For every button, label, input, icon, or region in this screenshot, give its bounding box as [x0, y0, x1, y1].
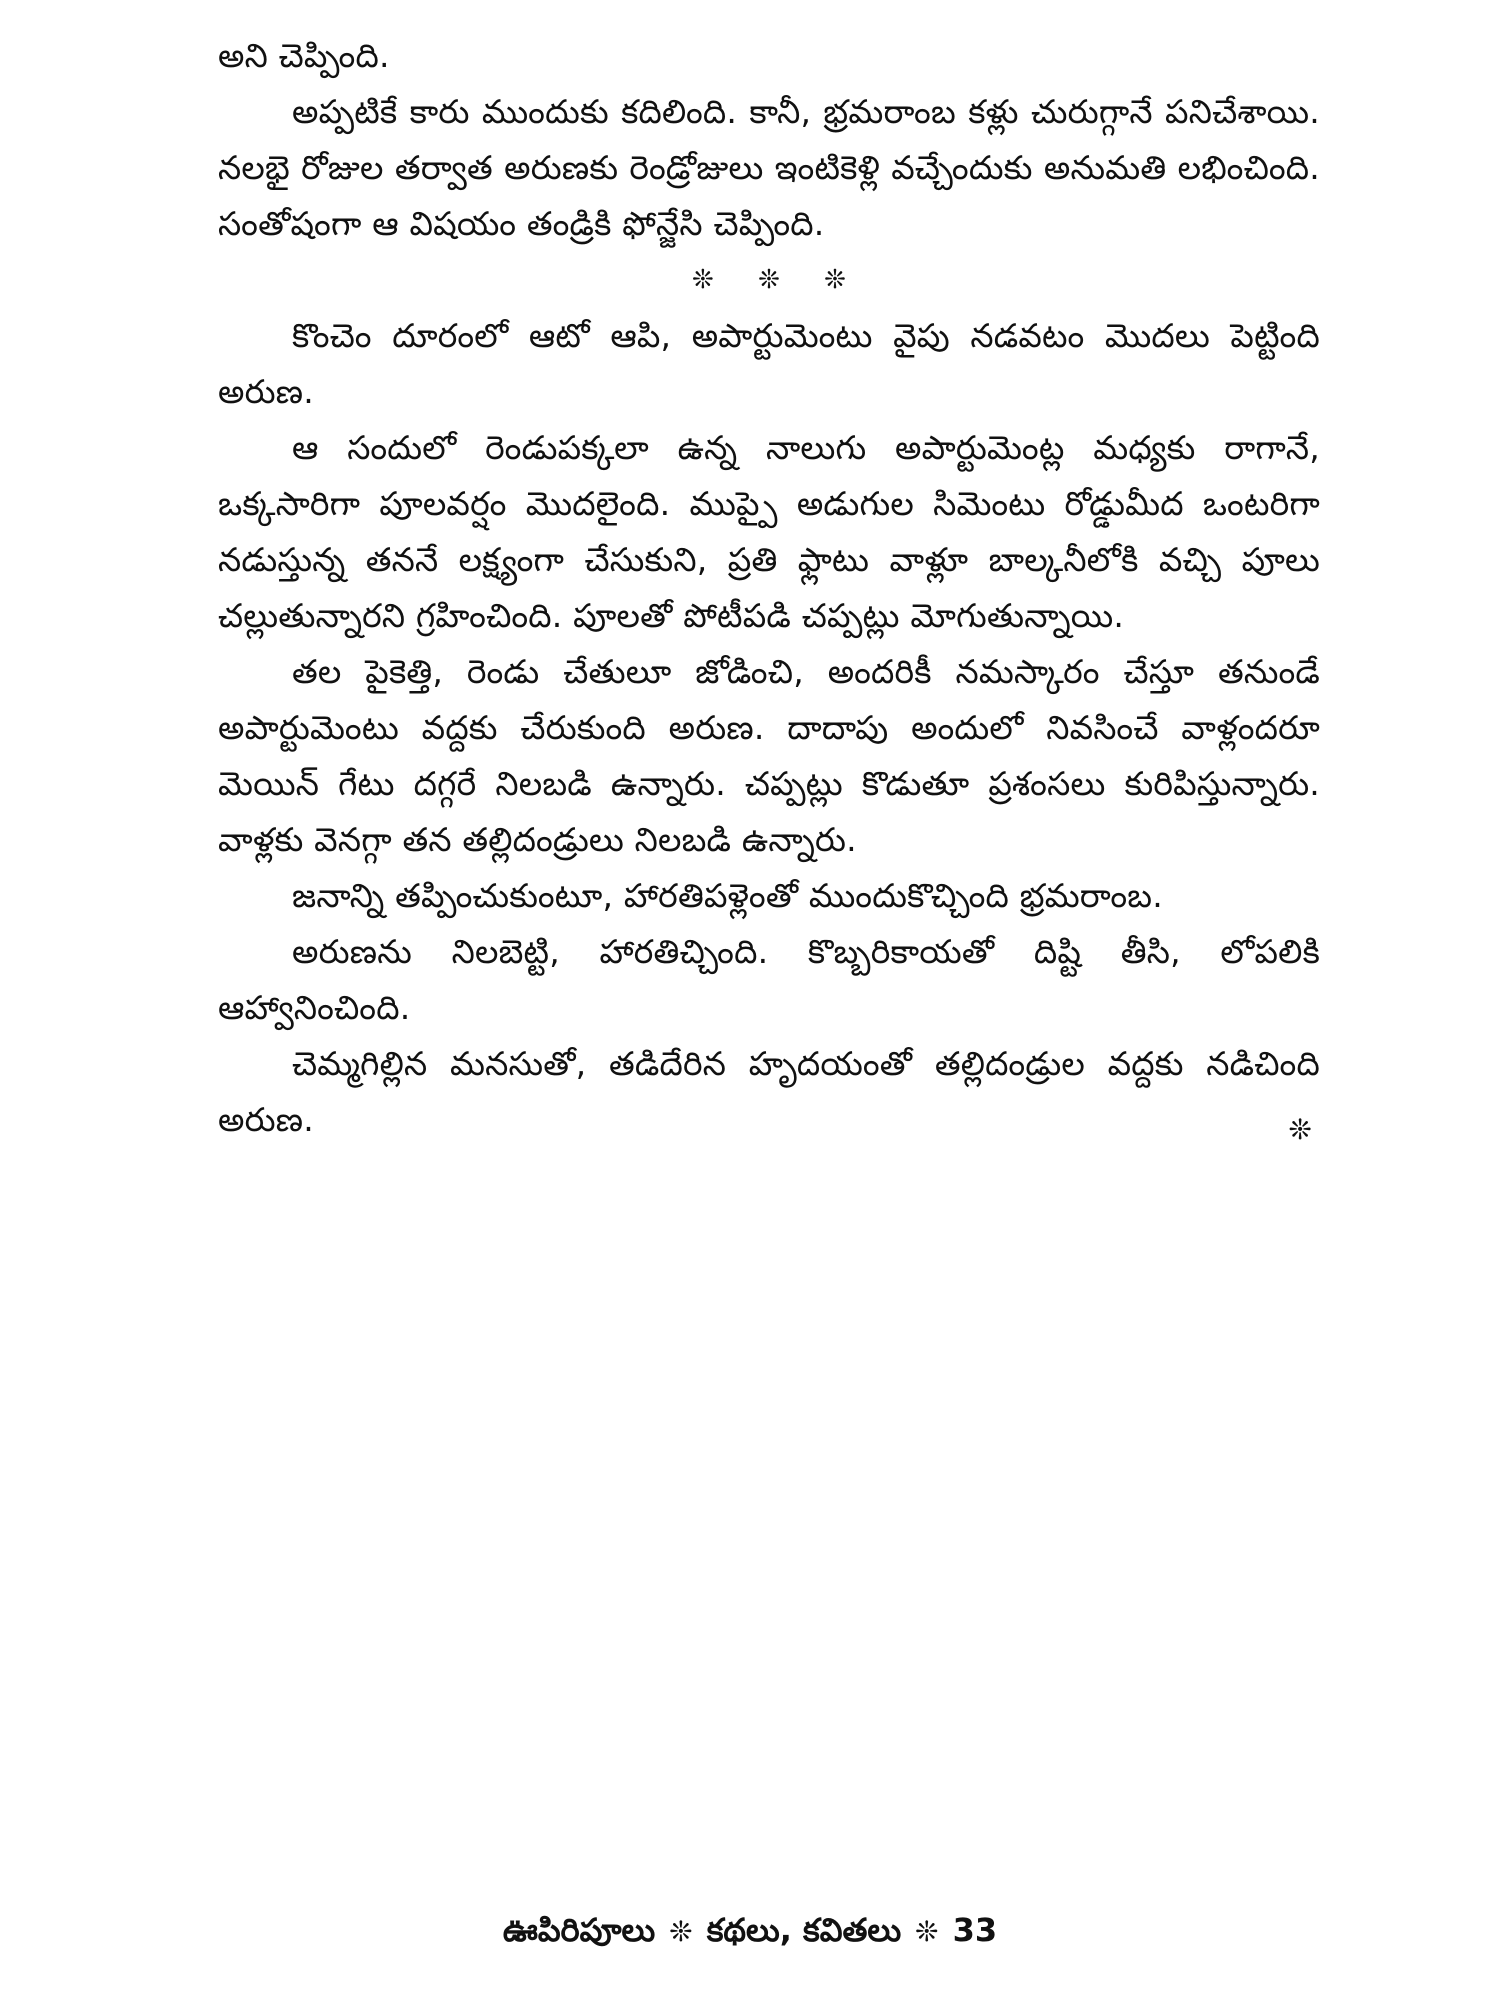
- page-footer: [0, 1910, 1500, 1952]
- paragraph-1: అని చెప్పింది.: [218, 36, 390, 75]
- paragraph-7: అరుణను నిలబెట్టి, హారతిచ్చింది. కొబ్బరికాయతో దిష్టి తీసి, లోపలికి ఆహ్వానించింది.: [218, 932, 1320, 1027]
- footer-book-title: ఊపిరిపూలు: [502, 1911, 656, 1949]
- footer-separator-2: ❊: [915, 1915, 939, 1948]
- end-of-story-mark: ❊: [1288, 1113, 1312, 1146]
- section-break: ❊ ❊ ❊: [692, 265, 864, 295]
- paragraph-6: జనాన్ని తప్పించుకుంటూ, హారతిపళ్లెంతో ముందుకొచ్చింది భ్రమరాంబ.: [292, 876, 1163, 915]
- paragraph-3: కొంచెం దూరంలో ఆటో ఆపి, అపార్టుమెంటు వైపు నడవటం మొదలు పెట్టింది అరుణ.: [218, 316, 1320, 411]
- final-paragraph-block: [218, 1036, 1320, 1148]
- page-body: [218, 28, 1320, 1968]
- page-number: 33: [952, 1911, 998, 1949]
- paragraph-4: ఆ సందులో రెండుపక్కలా ఉన్న నాలుగు అపార్టుమెంట్ల మధ్యకు రాగానే, ఒక్కసారిగా పూలవర్షం మొదలైంది. ముప్పై అడుగుల సిమెంటు రోడ్డుమీద ఒంటరిగా నడుస్తున్న తననే లక్ష్యంగా చేసుకుని, ప్రతి ఫ్లాటు వాళ్లూ బాల్కనీలోకి వచ్చి పూలు చల్లుతున్నారని గ్రహించింది. పూలతో పోటీపడి చప్పట్లు మోగుతున్నాయి.: [218, 428, 1320, 635]
- footer-separator-1: ❊: [669, 1915, 693, 1948]
- footer-subtitle: కథలు, కవితలు: [706, 1911, 902, 1949]
- paragraph-5: తల పైకెత్తి, రెండు చేతులూ జోడించి, అందరికీ నమస్కారం చేస్తూ తనుండే అపార్టుమెంటు వద్దకు చేరుకుంది అరుణ. దాదాపు అందులో నివసించే వాళ్లందరూ మెయిన్ గేటు దగ్గరే నిలబడి ఉన్నారు. చప్పట్లు కొడుతూ ప్రశంసలు కురిపిస్తున్నారు. వాళ్లకు వెనగ్గా తన తల్లిదండ్రులు నిలబడి ఉన్నారు.: [218, 652, 1320, 859]
- paragraph-2: అప్పటికే కారు ముందుకు కదిలింది. కానీ, భ్రమరాంబ కళ్లు చురుగ్గానే పనిచేశాయి. నలభై రోజుల తర్వాత అరుణకు రెండ్రోజులు ఇంటికెళ్లి వచ్చేందుకు అనుమతి లభించింది. సంతోషంగా ఆ విషయం తండ్రికి ఫోన్జేసి చెప్పింది.: [218, 92, 1320, 243]
- paragraph-8: చెమ్మగిల్లిన మనసుతో, తడిదేరిన హృదయంతో తల్లిదండ్రుల వద్దకు నడిచింది అరుణ.: [218, 1044, 1320, 1139]
